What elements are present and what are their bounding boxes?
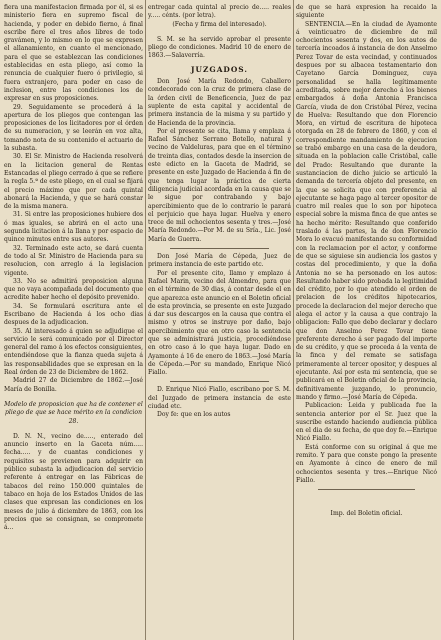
decree-paragraph: Doy fe: que en los autos bbox=[157, 411, 231, 419]
column-left bbox=[4, 4, 143, 636]
paragraph: de que se hará expresion ha recaido la siguiente bbox=[296, 4, 437, 20]
decree-paragraph: Don José María de Cépeda, Juez de primera instancia de este partido etc. bbox=[148, 253, 291, 269]
closing-paragraph: Está conforme con su original á que me remito. Y para que conste pongo la presente en Ayamonte á cinco de enero de mil ochocientos sesenta y tres.—Enrique Nicó Fiallo. bbox=[296, 443, 437, 484]
paragraph: 32. Terminado este acto, se dará cuenta de todo al Sr. Ministro de Hacienda para su resolucion, con arreglo á la legislacion vigente. bbox=[4, 244, 143, 277]
paragraph: 34. Se formulará escritura ante el Escribano de Hacienda á los ocho dias despues de la adjudicacion. bbox=[4, 302, 143, 327]
separator bbox=[170, 381, 269, 382]
column-middle bbox=[148, 4, 291, 636]
column-right bbox=[296, 4, 437, 636]
column-rule bbox=[293, 0, 294, 640]
separator bbox=[318, 489, 415, 490]
paragraph: 31. Si entre las proposiciones hubiere dos ó mas iguales, se abrirá en el acto una segunda licitacion á la llana y por espacio de quince minutos entre sus autores. bbox=[4, 211, 143, 244]
separator bbox=[170, 248, 269, 249]
paragraph: entregar cada quintal al precio de..... reales y..... cénts. (por letra). bbox=[148, 4, 291, 20]
sentence-paragraph: SENTENCIA.—En la ciudad de Ayamonte á veinticuatro de diciembre de mil ochocientos sesenta y dos, en los autos de tercería incoados á instancia de don Anselmo Perez Tovar de esta vecindad, y continuados despues por su albacea testamentario don Cayetano García Dominguez, cuya personalidad se halla legítimamente acreditada, sobre mejor derecho á los bienes embargados á doña Antonia Francisca García, viuda de don Cristóbal Pérez, vecina de Huelva: Resultando que don Florencio Mora, en virtud de escritura de hipoteca otorgada en 28 de febrero de 1860, y con el correspondiente mandamiento de ejecucion se trabó embargo en una casa de la deudora, situada en la poblacion calle Cristóbal, calle del Prado: Resultando que durante la sustanciacion de dicho juicio se articuló la demanda de tercería objeto del presente, en la que se solicita que con preferencia al ejecutante se haga pago al tercer opositor de cuatro mil reales que lo son por hipoteca especial sobre la misma finca de que antes se ha hecho mérito: Resultando que conferido traslado á las partes, la de don Florencio Mora lo evacuó manifestando su conformidad con la reclamacion por el actor, y conforme de que se siguiese sin audiencia los gastos y costas del procedimiento, y que la doña Antonia no se ha personado en los autos: Resultando haber sido probada la legitimidad del crédito, por lo que atendido el orden de prelacion de los créditos hipotecarios, procede la declaracion del mejor derecho que alega el actor y la causa a que contrajo la obligacion: Fallo que debo declarar y declaro que don Anselmo Perez Tovar tiene preferente derecho á ser pagado del importe de su crédito, y que se proceda á la venta de la finca y del remate se satisfaga primeramente al tercer opositor, y despues al ejecutante. Así por esta mi sentencia, que se publicará en el Boletin oficial de la provincia, definitivamente juzgando, lo pronuncio, mando y firmo.—José María de Cépeda. bbox=[296, 20, 437, 401]
decree-paragraph: Por el presente se cita, llama y emplaza á Rafael Sánchez Serrano Botello, natural y vecino de Valdeluras, para que en el término de treinta dias, contados desde la insercion de este edicto en la Gaceta de Madrid, se presente en este Juzgado de Hacienda á fin de que tenga lugar la práctica de cierta diligencia judicial acordada en la causa que se le sigue por contrabando y bajo apercibimiento que de lo contrario le parará el perjuicio que haya lugar. Huelva y enero trece de mil ochocientos sesenta y tres.—José María Redondo.—Por M. de su Sría., Lic. José María de Guerra. bbox=[148, 127, 291, 243]
publication-paragraph: Publicacion: Leida y publicada fue la sentencia anterior por el Sr. Juez que la suscribe estando haciendo audiencia pública en el dia de su fecha, de que doy fe.—Enrique Nicó Fiallo. bbox=[296, 402, 437, 443]
paragraph: 33. No se admitirá proposicion alguna que no vaya acompañada del documento que acredite haber hecho el depósito prevenido. bbox=[4, 277, 143, 302]
paragraph: 35. Al interesado á quien se adjudique el servicio le será comunicado por el Director general del ramo á los efectos consiguientes, entendiéndose que la fianza queda sujeta á las responsabilidades que se expresan en la Real órden de 23 de Diciembre de 1862. bbox=[4, 327, 143, 377]
signature-line: Madrid 27 de Diciembre de 1862.—José María de Bonilla. bbox=[4, 377, 143, 393]
model-title: Modelo de proposicion que ha de contener el pliego de que se hace mérito en la condicion 28. bbox=[4, 400, 143, 425]
paragraph: fiera una manifestacion firmada por él, si es ministerio fiera en supremo fiscal de hacienda, y poder en debido fierno, á final escribe fiere el tres años libres de todo gravámen, y lo mismo en lo que se expresen el allanamiento, en cuanto el mencionado, para el que se establezcan las condiciones establecidas en esta pliego, así como la renuncia de cualquier fuero ó privilegio, si fuera extranjero, para poder en caso de inclusion, entre las condiciones los de expresar en sus proposiciones. bbox=[4, 4, 143, 103]
column-rule bbox=[145, 0, 146, 640]
section-heading: JUZGADOS. bbox=[191, 64, 248, 74]
date-note: (Fecha y firma del interesado). bbox=[172, 20, 267, 28]
model-text: D. N. N., vecino de....., enterado del anuncio inserto en la Gaceta núm..... fecha..... y de cuantas condiciones y requisitos se previenen para adquirir en público subasta la adjudicacion del servicio referente á entregar en las Fábricas de tabacos del reino 150.000 quintales de tabaco en hoja de los Estados Unidos de las clases que expresan las condiciones en los meses de julio á diciembre de 1863, con los precios que se consignan, se compromete á... bbox=[4, 432, 143, 532]
paragraph: 30. El Sr. Ministro de Hacienda resolverá en la licitacion general de Rentas Estancadas el pliego cerrado á que se refiere la regla 5.ª de este pliego, en el cual se fijará el precio máximo que por cada quintal abonará la Hacienda, y que se hará constar de la misma manera. bbox=[4, 153, 143, 211]
decree-paragraph: D. Enrique Nicó Fiallo, escribano por S. M. del Juzgado de primera instancia de este ciudad etc. bbox=[148, 386, 291, 411]
paragraph: 29. Seguidamente se procederá á la apertura de los pliegos que contengan las proposiciones de los licitadores por el órden de su numeracion, y se leerán en voz alta, tomando nota de su contenido el actuario de la subasta. bbox=[4, 103, 143, 153]
notice-paragraph: S. M. se ha servido aprobar el presente pliego de condiciones. Madrid 10 de enero de 1863.—Salaverría. bbox=[148, 35, 291, 60]
decree-paragraph: Por el presente cito, llamo y emplazo á Rafael Marin, vecino del Almendro, para que en el término de 30 dias, á contar desde el en que aparezca este anuncio en el Boletin oficial de esta provincia, se presente en este Juzgado á dar sus descargos en la causa que contra el mismo y otros se instruye por daño, bajo apercibimiento que en otro caso la sentencia que se administrará justicia, procediéndose en otro caso á lo que haya lugar. Dado en Ayamonte á 16 de enero de 1863.—José María de Cépeda.—Por su mandado, Enrique Nicó Fiallo. bbox=[148, 269, 291, 377]
decree-paragraph: Don José María Redondo, Caballero condecorado con la cruz de primera clase de la órden civil de Beneficencia, Juez de paz suplente de esta capital y accidental de primera instancia de la misma y su partido y de Hacienda de la provincia. bbox=[148, 78, 291, 127]
imprint-footer: Imp. del Boletin oficial. bbox=[330, 510, 403, 518]
